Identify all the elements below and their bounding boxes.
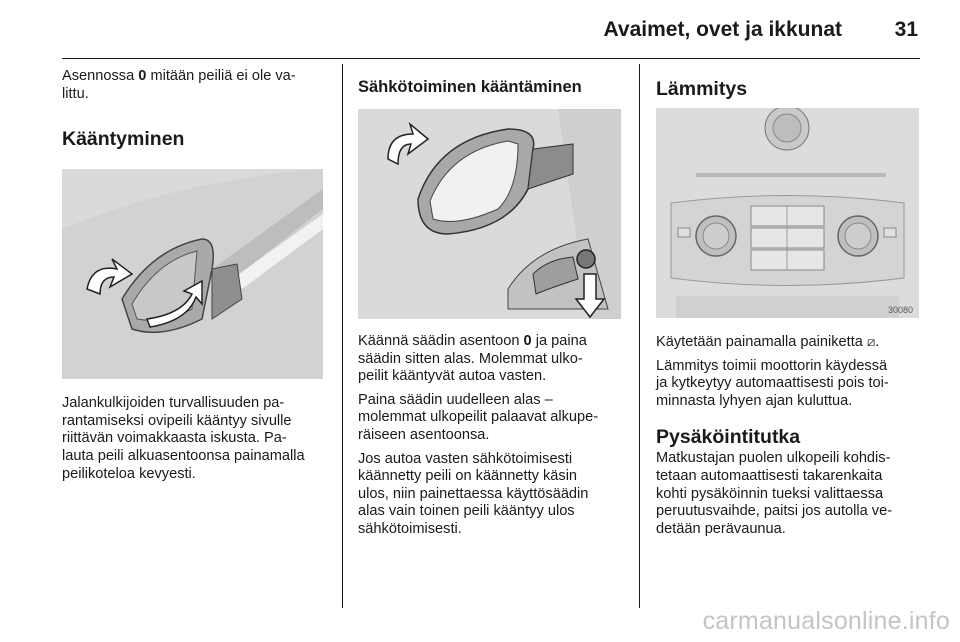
watermark-text: carmanualsonline.info xyxy=(702,607,950,635)
header-title: Avaimet, ovet ja ikkunat xyxy=(603,18,842,41)
body-line: peilit kääntyvät autoa vasten. xyxy=(358,368,547,385)
intro-text-a: Asennossa xyxy=(62,68,139,84)
body-line: käännetty peili on käännetty käsin xyxy=(358,468,578,485)
body-line: Paina säädin uudelleen alas – xyxy=(358,391,553,408)
sahko-paragraph-2 xyxy=(358,392,626,445)
p1-bold-position: 0 xyxy=(523,333,532,349)
body-line: sähkötoimisesti. xyxy=(358,520,462,537)
figure-number: 30080 xyxy=(887,305,913,315)
heading-kaantyminen: Kääntyminen xyxy=(62,128,185,151)
column-1 xyxy=(62,68,327,489)
column-3 xyxy=(656,68,924,544)
body-line: tetaan automaattisesti takarenkaita xyxy=(656,467,883,484)
p1-end: . xyxy=(875,334,880,350)
body-line: detään perävaunua. xyxy=(656,520,786,537)
header-rule xyxy=(62,58,920,59)
body-line: riittävän voimakkaasta iskusta. Pa- xyxy=(62,430,287,447)
intro-text-b: mitään peiliä ei ole va- xyxy=(146,68,296,84)
intro-paragraph xyxy=(62,68,327,103)
intro-bold-position: 0 xyxy=(138,68,147,84)
pysakointitutka-paragraph xyxy=(656,450,924,538)
mirror-fold-figure xyxy=(62,169,323,379)
sahko-paragraph-3 xyxy=(358,451,626,539)
p1-text-b: ja paina xyxy=(531,333,587,349)
body-line: ulos, niin painettaessa käyttösäädin xyxy=(358,485,589,502)
lammitys-paragraph-2 xyxy=(656,358,924,411)
heading-sahkotoiminen: Sähkötoiminen kääntäminen xyxy=(358,78,582,96)
heading-pysakointitutka: Pysäköintitutka xyxy=(656,426,801,449)
page-header xyxy=(62,14,920,48)
body-line: minnasta lyhyen ajan kuluttua. xyxy=(656,392,853,409)
heated-mirror-icon: ⧄ xyxy=(866,335,876,350)
body-line: lauta peili alkuasentoonsa painamalla xyxy=(62,447,305,464)
body-line: ja kytkeytyy automaattisesti pois toi- xyxy=(656,375,889,392)
mirror-control-figure xyxy=(358,109,621,319)
body-line: Lämmitys toimii moottorin käydessä xyxy=(656,357,888,374)
column-2 xyxy=(358,68,626,545)
body-line: räiseen asentoonsa. xyxy=(358,426,490,443)
column-divider-1 xyxy=(342,64,343,608)
body-line: Jos autoa vasten sähkötoimisesti xyxy=(358,450,573,467)
column-divider-2 xyxy=(639,64,640,608)
body-line: peruutusvaihde, paitsi jos autolla ve- xyxy=(656,503,893,520)
heading-lammitys: Lämmitys xyxy=(656,78,748,100)
body-line: Matkustajan puolen ulkopeili kohdis- xyxy=(656,450,891,467)
page-number: 31 xyxy=(894,18,918,41)
p1-text-a: Käännä säädin asentoon xyxy=(358,333,524,349)
body-line: molemmat ulkopeilit palaavat alkupe- xyxy=(358,409,599,426)
kaantyminen-paragraph xyxy=(62,395,327,483)
body-line: säädin sitten alas. Molemmat ulko- xyxy=(358,350,583,367)
p1-text: Käytetään painamalla painiketta xyxy=(656,334,863,350)
body-line: alas vain toinen peili kääntyy ulos xyxy=(358,503,575,520)
sahko-paragraph-1 xyxy=(358,333,626,386)
body-line: peilikoteloa kevyesti. xyxy=(62,465,196,482)
heating-controls-figure xyxy=(656,108,919,318)
body-line: kohti pysäköinnin tueksi valittaessa xyxy=(656,485,884,502)
lammitys-paragraph-1 xyxy=(656,334,924,352)
intro-text-c: littu. xyxy=(62,85,89,102)
body-line: rantamiseksi ovipeili kääntyy sivulle xyxy=(62,412,292,429)
body-line: Jalankulkijoiden turvallisuuden pa- xyxy=(62,395,285,412)
